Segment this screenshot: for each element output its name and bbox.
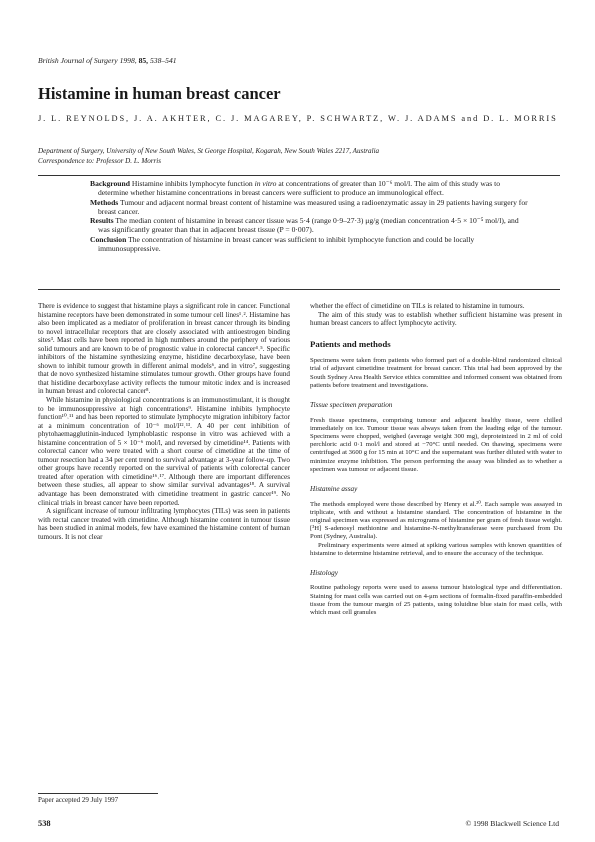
methods-paragraph-3: The methods employed were those described by Henry et al.²⁰. Each sample was assayed in triplicate, with and without a histamine standard. The concentration of histamine in the original specimen was expressed as micrograms of histamine per gram of fresh tissue weight. [³H] S-adenosyl methionine and histamine-N-methyltransferase were purchased from Du Pont (Sydney, Australia). [310,500,562,541]
results-text: The median content of histamine in breast cancer tissue was 5·4 (range 0·9–27·3) μg/g (median concentration 4·5 × 10⁻⁵ mol/l), and was significantly greater than that in adjacent breast tissue (P = 0·007). [98,216,519,235]
intro-paragraph-2: While histamine in physiological concentrations is an immunostimulant, it is thought to be immunosuppressive at high concentrations⁹. Histamine inhibits lymphocyte function¹⁰˒¹¹ and has been reported to stimulate lymphocyte migration inhibitory factor at a minimum concentration of 10⁻⁶ mol/l¹²˒¹³. A 40 per cent inhibition of phytohaemagglutinin-induced lymphoblastic response in vitro was achieved with a histamine concentration of 5 × 10⁻⁶ mol/l, and reversed by cimetidine¹⁴. Patients with colorectal cancer who were treated with a short course of cimetidine at the time of tumour resection had a 34 per cent trend to survival advantage at 3-year follow-up. Two other groups have recently reported on the survival of patients with colorectal cancer treated after operation with cimetidine¹⁶˒¹⁷. Although there are important differences between these studies, all appear to show similar survival advantages¹⁸. A survival advantage has been demonstrated with cimetidine treatment in gastric cancer¹⁹. No clinical trials in breast cancer have been reported. [38,396,290,507]
subheading-tissue-preparation: Tissue specimen preparation [310,401,393,409]
background-text-a: Histamine inhibits lymphocyte function [131,179,255,188]
journal-volume: 85, [138,56,149,65]
methods-paragraph-5: Routine pathology reports were used to assess tumour histological type and differentiation. Staining for mast cells was carried out on 4-μm sections of formalin-fixed paraffin-embedded tissue from the tumour margin of 25 patients, using toluidine blue stain for mast cells, with which mast cell granules [310,584,562,617]
methods-label: Methods [90,197,119,207]
abstract-results [90,216,530,235]
conclusion-text: The concentration of histamine in breast cancer was sufficient to inhibit lymphocyte function and could be locally immunosuppressive. [98,234,475,254]
footnote-rule [38,793,158,794]
methods-paragraph-2: Fresh tissue specimens, comprising tumour and adjacent healthy tissue, were chilled immediately on ice. Tumour tissue was always taken from the leading edge of the tumour. Specimens were chopped, weighed (average weight 300 mg), deproteinized in 2 ml of cold perchloric acid 0·1 mol/l and stored at −70°C until needed. On thawing, specimens were centrifuged at 3600 g for 15 min at 10°C and the supernatant was further diluted with water to minimize enzyme inhibition. The person performing the assay was blinded as to whether a specimen was tumour or adjacent tissue. [310,416,562,473]
methods-text: Tumour and adjacent normal breast content of histamine was measured using a radioenzymatic assay in 29 patients having surgery for breast cancer. [98,197,528,216]
left-column [38,302,290,541]
section-heading-patients-methods: Patients and methods [310,338,391,349]
affiliation: Department of Surgery, University of New South Wales, St George Hospital, Kogarah, New South Wales 2217, Australia [38,147,380,155]
subheading-histology: Histology [310,568,338,577]
abstract-conclusion [90,235,530,254]
page-number: 538 [38,819,51,828]
abstract-methods [90,198,530,217]
affiliation-block [38,147,578,166]
journal-citation [38,56,177,65]
accepted-date: Paper accepted 29 July 1997 [38,796,119,804]
right-column [310,302,562,617]
abstract-box [38,175,560,290]
journal-year: 1998, [119,56,137,65]
background-label: Background [90,179,130,188]
intro-paragraph-3: A significant increase of tumour infiltrating lymphocytes (TILs) was seen in patients with rectal cancer treated with cimetidine. Although histamine content in tumour tissue has been studied in animal models, few have examined the histamine content of human tumours. It is not clear [38,507,290,541]
paper-title: Histamine in human breast cancer [38,84,281,103]
intro-paragraph-1: There is evidence to suggest that histamine plays a significant role in cancer. Functional histamine receptors have been demonstrated in some tumour cell lines¹˒². Histamine has also been implicated as a mediator of proliferation in breast cancer through its binding to novel intracellular receptors that are closely associated with antioestrogen binding sites³. Mast cells have been reported in high numbers around the periphery of various solid tumours and are known to be of prognostic value in colorectal cancer⁴˒⁵. Specific inhibitors of the histamine synthesizing enzyme, histidine decarboxylase, have been shown to inhibit tumour growth in different animal models⁶, and in vitro⁷, suggesting that de novo synthesized histamine stimulates tumour growth. Other groups have found that histidine decarboxylase activity reflects the tumour mitotic index and is increased in human breast and colorectal cancer⁸. [38,302,290,396]
author-list: J. L. REYNOLDS, J. A. AKHTER, C. J. MAGAREY, P. SCHWARTZ, W. J. ADAMS and D. L. MORRIS [38,114,558,123]
conclusion-label: Conclusion [90,234,127,244]
results-label: Results [90,216,114,226]
subheading-histamine-assay: Histamine assay [310,484,358,493]
journal-pages: 538–541 [149,56,177,65]
abstract-background [90,179,530,198]
intro-paragraph-4: whether the effect of cimetidine on TILs is related to histamine in tumours. [310,302,525,310]
intro-paragraph-5: The aim of this study was to establish whether sufficient histamine was present in human breast cancers to affect lymphocyte activity. [310,310,562,328]
background-text-c: at concentrations of greater than 10⁻⁶ mol/l. The aim of this study was to determine whether histamine concentrations in breast cancers were sufficient to produce an immunological effect. [98,179,501,198]
journal-name: British Journal of Surgery [38,56,118,65]
copyright-notice: © 1998 Blackwell Science Ltd [465,819,559,828]
correspondence: Correspondence to: Professor D. L. Morris [38,156,162,165]
background-text-b: in vitro [254,179,277,188]
methods-paragraph-4: Preliminary experiments were aimed at spiking various samples with known quantities of histamine to determine histamine retrieval, and to ensure the accuracy of the technique. [310,541,562,557]
methods-paragraph-1: Specimens were taken from patients who formed part of a double-blind randomized clinical trial of adjuvant cimetidine treatment for breast cancer. This trial had been approved by the South Sydney Area Health Service ethics committee and informed consent was obtained from patients before treatment and investigations. [310,357,562,389]
